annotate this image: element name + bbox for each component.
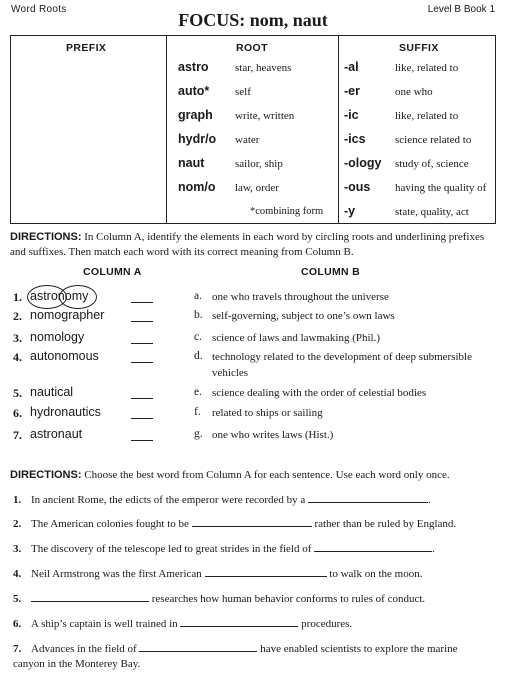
- root-word: auto*: [178, 84, 210, 98]
- item-number: 6.: [13, 406, 22, 420]
- answer-blank[interactable]: [131, 418, 153, 419]
- sentence-text-after: .: [432, 543, 435, 555]
- sentence-blank[interactable]: [31, 591, 149, 602]
- suffix-header: SUFFIX: [399, 42, 439, 54]
- item-number: 5.: [13, 386, 22, 400]
- sentence-blank[interactable]: [192, 516, 312, 527]
- sentence-blank[interactable]: [139, 641, 257, 652]
- suffix-meaning: science related to: [395, 134, 472, 146]
- sentence-text-before: Neil Armstrong was the first American: [31, 568, 202, 580]
- sentence-text-after: have enabled scientists to explore the marine canyon in the Monterey Bay.: [13, 643, 458, 670]
- root-meaning: self: [235, 86, 251, 98]
- sentence-text-before: Advances in the field of: [31, 643, 137, 655]
- sentence-item: [13, 541, 498, 557]
- sentence-blank[interactable]: [180, 616, 298, 627]
- item-number: 1.: [13, 290, 22, 304]
- column-a-word: astronaut: [30, 427, 83, 441]
- option-letter: f.: [194, 406, 201, 418]
- column-a-word: astronomy: [30, 289, 89, 303]
- sentence-item: [13, 591, 498, 607]
- option-letter: b.: [194, 309, 203, 321]
- sentence-item: [13, 492, 498, 508]
- column-b-title: COLUMN B: [301, 266, 360, 278]
- answer-blank[interactable]: [131, 398, 153, 399]
- suffix-meaning: like, related to: [395, 110, 459, 122]
- option-meaning: science dealing with the order of celestial bodies: [212, 387, 427, 399]
- suffix-meaning: state, quality, act: [395, 206, 469, 218]
- directions-text: Choose the best word from Column A for each sentence. Use each word only once.: [84, 469, 450, 481]
- directions-sentences: [10, 468, 498, 483]
- page-title: FOCUS: nom, naut: [178, 10, 328, 30]
- suffix-word: -ics: [344, 132, 366, 146]
- suffix-word: -al: [344, 60, 359, 74]
- suffix-meaning: study of, science: [395, 158, 469, 170]
- level-label: Level B Book 1: [427, 4, 495, 15]
- column-a-word: autonomous: [30, 349, 99, 363]
- option-letter: a.: [194, 290, 202, 302]
- sentence-text-after: to walk on the moon.: [329, 568, 423, 580]
- root-header: ROOT: [236, 42, 268, 54]
- root-meaning: law, order: [235, 182, 279, 194]
- directions-matching: [10, 230, 498, 260]
- root-word: hydr/o: [178, 132, 217, 146]
- option-meaning: one who travels throughout the universe: [212, 291, 389, 303]
- suffix-word: -ous: [344, 180, 371, 194]
- sentence-text-after: rather than be ruled by England.: [314, 518, 457, 530]
- option-meaning: science of laws and lawmaking (Phil.): [212, 332, 381, 344]
- option-letter: g.: [194, 428, 203, 440]
- sentence-number: 4.: [13, 568, 22, 580]
- sentence-item: [13, 616, 498, 632]
- root-meaning: star, heavens: [235, 62, 292, 74]
- column-a-word: nomology: [30, 330, 85, 344]
- answer-blank[interactable]: [131, 302, 153, 303]
- option-meaning: technology related to the development of deep submersible vehicles: [212, 351, 472, 379]
- item-number: 2.: [13, 309, 22, 323]
- answer-blank[interactable]: [131, 321, 153, 322]
- sentence-blank[interactable]: [205, 566, 327, 577]
- directions-label: DIRECTIONS:: [10, 469, 82, 481]
- sentence-number: 3.: [13, 543, 22, 555]
- root-word: naut: [178, 156, 205, 170]
- root-meaning: write, written: [235, 110, 295, 122]
- sentence-number: 2.: [13, 518, 22, 530]
- table-divider: [338, 36, 339, 223]
- sentence-number: 6.: [13, 618, 22, 630]
- column-a-title: COLUMN A: [83, 266, 142, 278]
- sentence-text-before: The discovery of the telescope led to great strides in the field of: [31, 543, 312, 555]
- directions-label: DIRECTIONS:: [10, 231, 82, 243]
- column-a-word: nautical: [30, 385, 74, 399]
- sentence-text-after: .: [428, 494, 431, 506]
- suffix-word: -er: [344, 84, 360, 98]
- sentence-number: 7.: [13, 643, 22, 655]
- option-letter: e.: [194, 386, 202, 398]
- item-number: 7.: [13, 428, 22, 442]
- sentence-text-before: The American colonies fought to be: [31, 518, 189, 530]
- sentence-blank[interactable]: [314, 541, 432, 552]
- item-number: 3.: [13, 331, 22, 345]
- sentence-item: [13, 566, 498, 582]
- answer-blank[interactable]: [131, 362, 153, 363]
- section-label: Word Roots: [11, 4, 67, 15]
- sentence-number: 1.: [13, 494, 22, 506]
- roots-table: [10, 35, 496, 224]
- suffix-word: -ology: [344, 156, 382, 170]
- root-word: graph: [178, 108, 213, 122]
- root-meaning: sailor, ship: [235, 158, 283, 170]
- root-meaning: water: [235, 134, 260, 146]
- option-letter: c.: [194, 331, 202, 343]
- item-number: 4.: [13, 350, 22, 364]
- sentence-number: 5.: [13, 593, 22, 605]
- suffix-meaning: like, related to: [395, 62, 459, 74]
- option-meaning: one who writes laws (Hist.): [212, 429, 334, 441]
- column-a-word: nomographer: [30, 308, 105, 322]
- sentence-text-after: researches how human behavior conforms to rules of conduct.: [151, 593, 426, 605]
- table-divider: [166, 36, 167, 223]
- sentence-text-after: procedures.: [301, 618, 353, 630]
- combining-note: *combining form: [250, 206, 324, 217]
- sentence-blank[interactable]: [308, 492, 428, 503]
- root-word: astro: [178, 60, 209, 74]
- suffix-word: -ic: [344, 108, 359, 122]
- option-meaning: self-governing, subject to one’s own laws: [212, 310, 395, 322]
- directions-text: In Column A, identify the elements in each word by circling roots and underlining prefixes and suffixes. Then match each word with its correct meaning from Column B.: [10, 231, 485, 258]
- suffix-word: -y: [344, 204, 356, 218]
- prefix-header: PREFIX: [66, 42, 107, 54]
- root-circle-mark: [59, 285, 97, 309]
- column-a-word: hydronautics: [30, 405, 101, 419]
- sentence-text-before: A ship’s captain is well trained in: [31, 618, 178, 630]
- suffix-meaning: having the quality of: [395, 182, 487, 194]
- answer-blank[interactable]: [131, 440, 153, 441]
- sentence-item: [13, 641, 483, 672]
- root-word: nom/o: [178, 180, 216, 194]
- suffix-meaning: one who: [395, 86, 433, 98]
- sentence-item: [13, 516, 498, 532]
- option-meaning: related to ships or sailing: [212, 407, 323, 419]
- answer-blank[interactable]: [131, 343, 153, 344]
- sentence-text-before: In ancient Rome, the edicts of the emperor were recorded by a: [31, 494, 306, 506]
- option-letter: d.: [194, 350, 203, 362]
